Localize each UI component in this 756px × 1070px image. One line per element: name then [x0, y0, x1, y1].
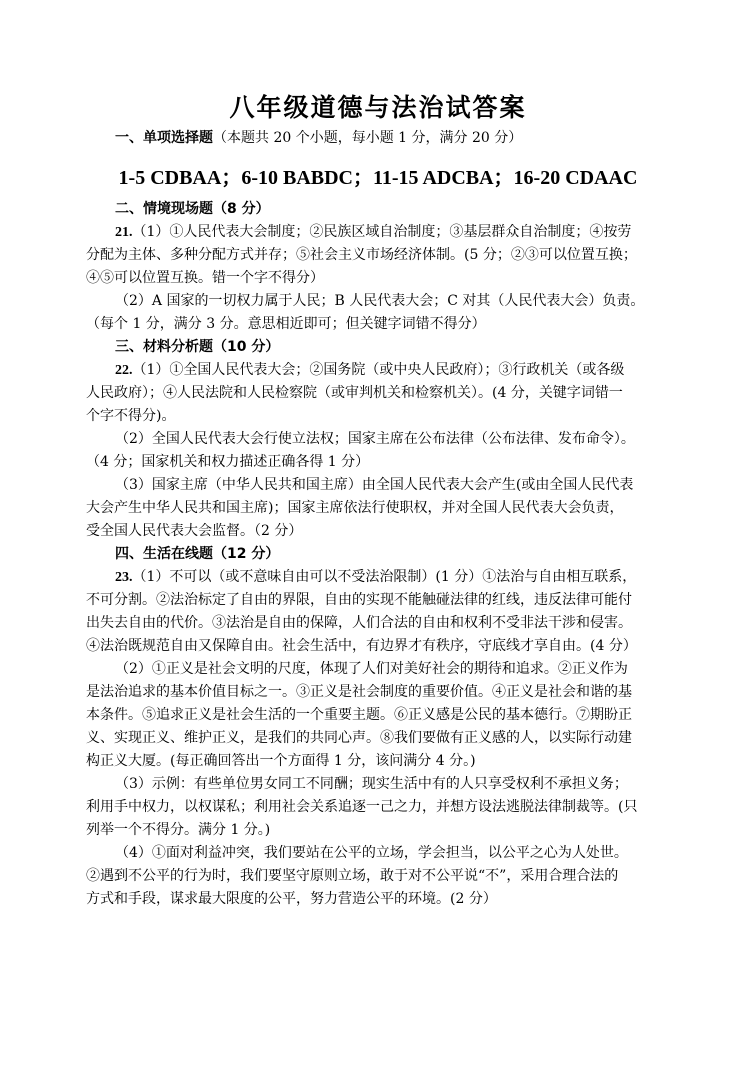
q23-line-14: ②遇到不公平的行为时，我们要坚守原则立场，敢于对不公平说“不”，采用合理合法的	[86, 868, 619, 884]
q21-line-4: （2）A 国家的一切权力属于人民；B 人民代表大会；C 对其（人民代表大会）负责。	[115, 293, 645, 309]
q21-number: 21.	[115, 225, 133, 240]
q21-line-3: ④⑤可以位置互换。错一个字不得分）	[86, 270, 324, 286]
q23-line-1	[115, 567, 676, 588]
q23-line-6: 是法治追求的基本价值目标之一。③正义是社会制度的重要价值。④正义是社会和谐的基	[86, 684, 632, 700]
section4-heading: 四、生活在线题（12 分）	[115, 546, 280, 562]
q23-text-1: （1）不可以（或不意味自由可以不受法治限制）(1 分）①法治与自由相互联系，	[132, 569, 637, 585]
section1-heading-label: 一、单项选择题	[115, 130, 213, 146]
q23-line-8: 义、实现正义、维护正义，是我们的共同心声。⑧我们要做有正义感的人，以实际行动建	[86, 730, 632, 746]
section3-heading: 三、材料分析题（10 分）	[115, 339, 280, 355]
q23-line-10: （3）示例：有些单位男女同工不同酬；现实生活中有的人只享受权利不承担义务；	[115, 776, 628, 792]
section1-note: （本题共 20 个小题，每小题 1 分，满分 20 分）	[213, 130, 523, 146]
section2-heading: 二、情境现场题（8 分）	[115, 201, 270, 217]
q23-line-9: 构正义大厦。(每正确回答出一个方面得 1 分，该问满分 4 分。)	[86, 753, 476, 769]
q23-line-7: 本条件。⑤追求正义是社会生活的一个重要主题。⑥正义感是公民的基本德行。⑦期盼正	[86, 707, 632, 723]
choice-answers: 1-5 CDBAA；6-10 BABDC；11-15 ADCBA；16-20 CDAAC	[118, 167, 638, 189]
q22-line-8: 受全国人民代表大会监督。（2 分）	[86, 523, 303, 539]
q21-text-1: （1）①人民代表大会制度；②民族区域自治制度；③基层群众自治制度；④按劳	[132, 224, 632, 240]
q23-line-3: 出失去自由的代价。③法治是自由的保障，人们合法的自由和权利不受非法干涉和侵害。	[86, 615, 632, 631]
q22-line-1	[115, 360, 676, 381]
page-title: 八年级道德与法治试答案	[229, 93, 527, 122]
q23-line-5: （2）①正义是社会文明的尺度，体现了人们对美好社会的期待和追求。②正义作为	[115, 661, 628, 677]
q23-line-15: 方式和手段，谋求最大限度的公平，努力营造公平的环境。(2 分）	[86, 891, 497, 907]
q22-text-1: （1）①全国人民代表大会；②国务院（或中央人民政府）；③行政机关（或各级	[132, 362, 625, 378]
section1-heading	[115, 128, 705, 148]
q23-line-13: （4）①面对利益冲突，我们要站在公平的立场，学会担当，以公平之心为人处世。	[115, 845, 628, 861]
q22-line-2: 人民政府）；④人民法院和人民检察院（或审判机关和检察机关）。(4 分，关键字词错一	[86, 385, 623, 401]
q22-number: 22.	[115, 363, 133, 378]
q23-line-4: ④法治既规范自由又保障自由。社会生活中，有边界才有秩序，守底线才享自由。(4 分）	[86, 638, 637, 654]
q21-line-1	[115, 222, 676, 243]
q22-line-7: 大会产生中华人民共和国主席)；国家主席依法行使职权，并对全国人民代表大会负责，	[86, 500, 624, 516]
q22-line-4: （2）全国人民代表大会行使立法权；国家主席在公布法律（公布法律、发布命令）。	[115, 431, 635, 447]
q23-number: 23.	[115, 570, 133, 585]
q22-line-6: （3）国家主席（中华人民共和国主席）由全国人民代表大会产生(或由全国人民代表	[115, 477, 634, 493]
q21-line-5: （每个 1 分，满分 3 分。意思相近即可；但关键字词错不得分）	[86, 316, 486, 332]
q21-line-2: 分配为主体、多种分配方式并存；⑤社会主义市场经济体制。(5 分；②③可以位置互换；	[86, 247, 637, 263]
q23-line-12: 列举一个不得分。满分 1 分。)	[86, 822, 271, 838]
q22-line-3: 个字不得分)。	[86, 408, 176, 424]
q23-line-11: 利用手中权力，以权谋私；利用社会关系追逐一己之力，并想方设法逃脱法律制裁等。(只	[86, 799, 638, 815]
q23-line-2: 不可分割。②法治标定了自由的界限，自由的实现不能触碰法律的红线，违反法律可能付	[86, 592, 632, 608]
q22-line-5: （4 分；国家机关和权力描述正确各得 1 分）	[86, 454, 370, 470]
